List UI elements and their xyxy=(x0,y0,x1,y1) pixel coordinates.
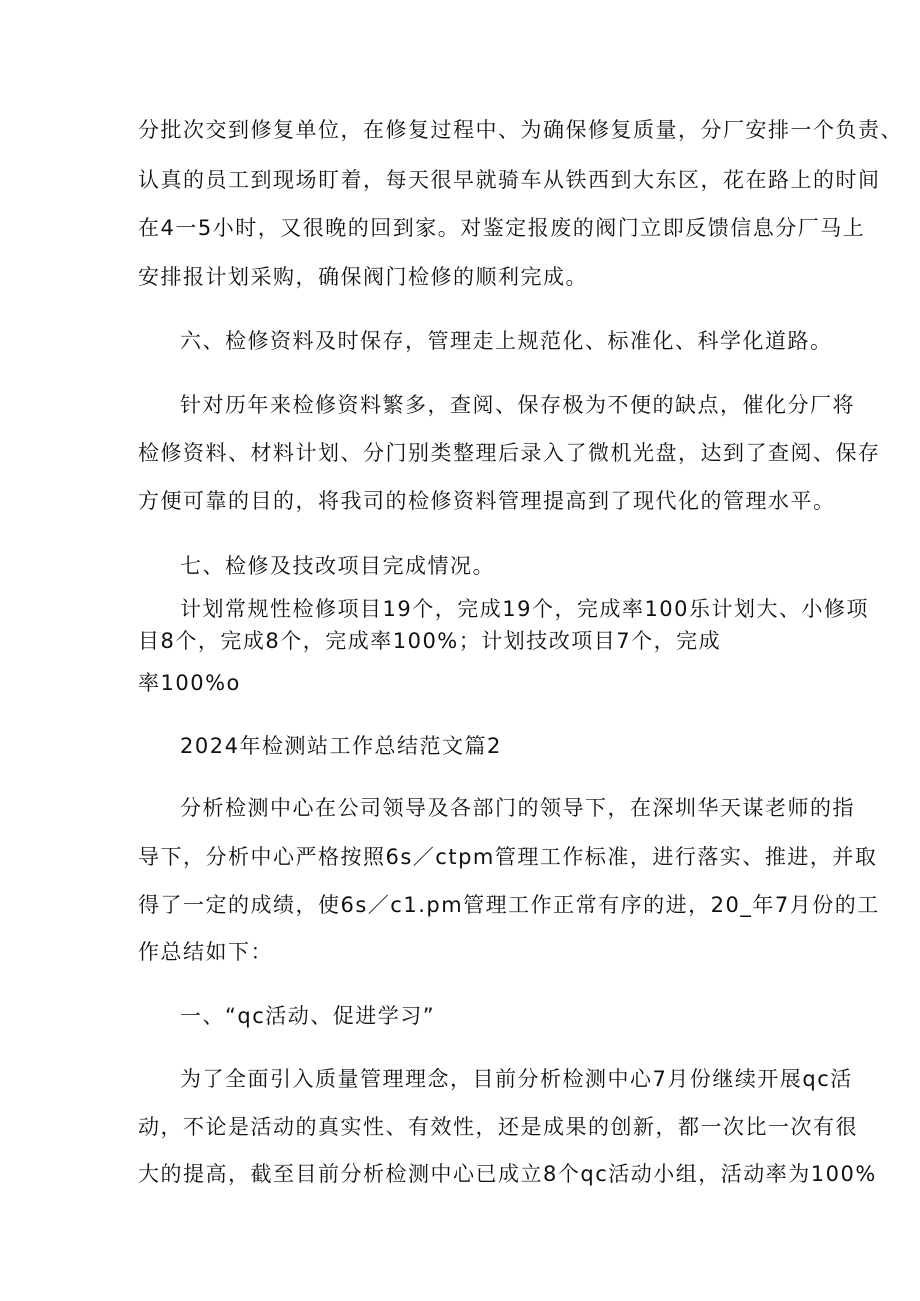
paragraph-line: 认真的员工到现场盯着，每天很早就骑车从铁西到大东区，花在路上的时间 xyxy=(138,168,881,192)
section-heading: 七、检修及技改项目完成情况。 xyxy=(180,554,495,578)
paragraph-line: 在4一5小时，又很晚的回到家。对鉴定报废的阀门立即反馈信息分厂马上 xyxy=(138,216,866,240)
paragraph-line: 分批次交到修复单位，在修复过程中、为确保修复质量，分厂安排一个负责、 xyxy=(138,118,903,142)
paragraph-line: 分析检测中心在公司领导及各部门的领导下，在深圳华天谋老师的指 xyxy=(180,796,855,820)
paragraph-line: 目8个，完成8个，完成率100%；计划技改项目7个，完成 xyxy=(138,629,722,653)
paragraph-line: 动，不论是活动的真实性、有效性，还是成果的创新，都一次比一次有很 xyxy=(138,1115,858,1139)
paragraph-line: 检修资料、材料计划、分门别类整理后录入了微机光盘，达到了查阅、保存 xyxy=(138,441,881,465)
paragraph-line: 针对历年来检修资料繁多，查阅、保存极为不便的缺点，催化分厂将 xyxy=(180,393,855,417)
paragraph-line: 安排报计划采购，确保阀门检修的顺利完成。 xyxy=(138,265,588,289)
section-heading: 六、检修资料及时保存，管理走上规范化、标准化、科学化道路。 xyxy=(180,329,833,353)
section-heading: 一、“qc活动、促进学习” xyxy=(180,1004,436,1028)
paragraph-line: 计划常规性检修项目19个，完成19个，完成率100乐计划大、小修项 xyxy=(180,597,870,621)
paragraph-line: 率100%o xyxy=(138,671,241,695)
paragraph-line: 方便可靠的目的，将我司的检修资料管理提高到了现代化的管理水平。 xyxy=(138,489,836,513)
paragraph-line: 导下，分析中心严格按照6s／ctpm管理工作标准，进行落实、推进，并取 xyxy=(138,845,878,869)
paragraph-line: 为了全面引入质量管理理念，目前分析检测中心7月份继续开展qc活 xyxy=(180,1067,853,1091)
paragraph-line: 作总结如下： xyxy=(138,940,273,964)
paragraph-line: 得了一定的成绩，使6s／c1.pm管理工作正常有序的进，20_年7月份的工 xyxy=(138,893,880,917)
paragraph-line: 大的提高，截至目前分析检测中心已成立8个qc活动小组，活动率为100% xyxy=(138,1162,877,1186)
article-title: 2024年检测站工作总结范文篇2 xyxy=(180,734,502,758)
